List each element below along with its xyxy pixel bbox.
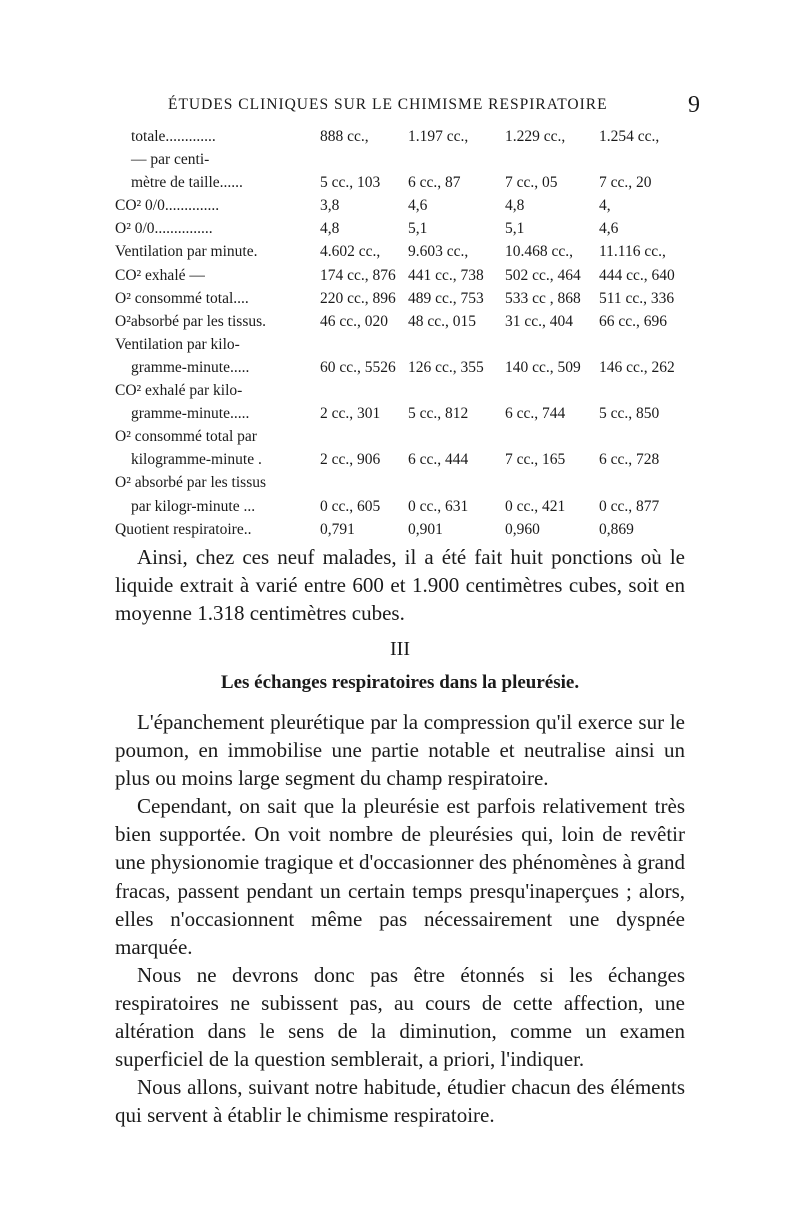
table-row <box>115 174 705 197</box>
cell-value: 5,1 <box>505 220 525 238</box>
cell-value: 46 cc., 020 <box>320 312 389 330</box>
paragraph: Nous allons, suivant notre habitude, étudier chacun des éléments qui servent à établir le chimisme respiratoire. <box>115 1075 685 1128</box>
cell-value: 2 cc., 906 <box>320 451 381 469</box>
cell-value: 9.603 cc., <box>408 243 469 261</box>
table-row <box>115 290 705 313</box>
table-row <box>115 151 705 174</box>
row-label: par kilogr-minute ... <box>131 497 256 515</box>
cell-value: 441 cc., 738 <box>408 266 484 284</box>
paragraph: Ainsi, chez ces neuf malades, il a été fait huit ponctions où le liquide extrait à varié entre 600 et 1.900 centimètres cubes, soit en moyenne 1.318 centimètres cubes. <box>115 545 685 626</box>
row-label: O² absorbé par les tissus <box>115 474 267 492</box>
cell-value: 888 cc., <box>320 128 369 145</box>
cell-value: 6 cc., 728 <box>599 451 660 469</box>
row-label: O² consommé total.... <box>115 289 249 307</box>
cell-value: 0 cc., 605 <box>320 497 381 515</box>
cell-value: 0,960 <box>505 520 540 538</box>
table-row <box>115 428 705 451</box>
row-label: CO² 0/0.............. <box>115 197 220 215</box>
cell-value: 4.602 cc., <box>320 243 381 261</box>
cell-value: 1.254 cc., <box>599 128 660 145</box>
cell-value: 489 cc., 753 <box>408 289 484 307</box>
table-row <box>115 313 705 336</box>
cell-value: 4,6 <box>599 220 619 238</box>
table-row <box>115 474 705 497</box>
cell-value: 48 cc., 015 <box>408 312 477 330</box>
row-label: Ventilation par minute. <box>115 243 258 261</box>
cell-value: 4,8 <box>505 197 525 215</box>
cell-value: 60 cc., 5526 <box>320 358 396 376</box>
table-row <box>115 128 705 151</box>
table-row <box>115 267 705 290</box>
cell-value: 1.197 cc., <box>408 128 469 145</box>
cell-value: 0 cc., 631 <box>408 497 469 515</box>
summary-paragraph <box>115 543 685 627</box>
cell-value: 4,6 <box>408 197 428 215</box>
cell-value: 4, <box>599 197 611 215</box>
row-label: O² consommé total par <box>115 428 257 446</box>
cell-value: 126 cc., 355 <box>408 358 484 376</box>
row-label: CO² exhalé par kilo- <box>115 382 243 400</box>
running-title: ÉTUDES CLINIQUES SUR LE CHIMISME RESPIRATOIRE <box>168 96 608 113</box>
table-row <box>115 359 705 382</box>
row-label: O² 0/0............... <box>115 220 213 238</box>
cell-value: 0 cc., 421 <box>505 497 566 515</box>
table-row <box>115 197 705 220</box>
page-header <box>110 92 700 122</box>
table-row <box>115 521 705 544</box>
cell-value: 7 cc., 20 <box>599 174 652 192</box>
table-row <box>115 243 705 266</box>
row-label: Ventilation par kilo- <box>115 335 240 353</box>
row-label: — par centi- <box>131 151 210 169</box>
cell-value: 220 cc., 896 <box>320 289 396 307</box>
cell-value: 6 cc., 744 <box>505 405 566 423</box>
cell-value: 5 cc., 812 <box>408 405 469 423</box>
cell-value: 66 cc., 696 <box>599 312 668 330</box>
cell-value: 511 cc., 336 <box>599 289 675 307</box>
cell-value: 6 cc., 444 <box>408 451 469 469</box>
cell-value: 3,8 <box>320 197 340 215</box>
cell-value: 5,1 <box>408 220 428 238</box>
paragraph: Cependant, on sait que la pleurésie est parfois relativement très bien supportée. On voit nombre de pleurésies qui, loin de revêtir une physionomie tragique et d'occasionner des phénomènes à grand fracas, passent pendant un certain temps presqu'inaperçues ; alors, elles n'occasionnent même pas nécessairement une dyspnée marquée. <box>115 794 685 959</box>
row-label: CO² exhalé — <box>115 266 205 284</box>
table-row <box>115 336 705 359</box>
row-label: O²absorbé par les tissus. <box>115 312 267 330</box>
row-label: kilogramme-minute . <box>131 451 262 469</box>
table-row <box>115 405 705 428</box>
section-title: Les échanges respiratoires dans la pleurésie. <box>220 672 580 693</box>
cell-value: 5 cc., 103 <box>320 174 381 192</box>
cell-value: 174 cc., 876 <box>320 266 396 284</box>
cell-value: 5 cc., 850 <box>599 405 660 423</box>
cell-value: 7 cc., 165 <box>505 451 566 469</box>
cell-value: 1.229 cc., <box>505 128 566 145</box>
cell-value: 11.116 cc., <box>599 243 666 261</box>
cell-value: 7 cc., 05 <box>505 174 558 192</box>
cell-value: 0 cc., 877 <box>599 497 660 515</box>
cell-value: 140 cc., 509 <box>505 358 581 376</box>
cell-value: 0,901 <box>408 520 443 538</box>
table-row <box>115 382 705 405</box>
page-number: 9 <box>688 92 700 118</box>
row-label: gramme-minute..... <box>131 405 250 423</box>
cell-value: 2 cc., 301 <box>320 405 381 423</box>
section-number: III <box>390 638 410 660</box>
paragraph: L'épanchement pleurétique par la compression qu'il exerce sur le poumon, en immobilise une partie notable et neutralise ainsi un plus ou moins large segment du champ respiratoire. <box>115 710 685 791</box>
paragraph: Nous ne devrons donc pas être étonnés si les échanges respiratoires ne subissent pas, au cours de cette affection, une altération dans le sens de la diminution, comme un examen superficiel de la question semblerait, a priori, l'indiquer. <box>115 962 685 1072</box>
cell-value: 502 cc., 464 <box>505 266 581 284</box>
section-body <box>115 708 685 1129</box>
row-label: gramme-minute..... <box>131 358 250 376</box>
cell-value: 6 cc., 87 <box>408 174 461 192</box>
table-row <box>115 220 705 243</box>
row-label: mètre de taille...... <box>131 174 243 192</box>
table-row <box>115 498 705 521</box>
cell-value: 444 cc., 640 <box>599 266 675 284</box>
cell-value: 0,791 <box>320 520 355 538</box>
cell-value: 31 cc., 404 <box>505 312 574 330</box>
row-label: totale............. <box>131 128 216 145</box>
statistics-table <box>115 128 705 544</box>
cell-value: 0,869 <box>599 520 634 538</box>
cell-value: 4,8 <box>320 220 340 238</box>
row-label: Quotient respiratoire.. <box>115 520 252 538</box>
cell-value: 533 cc , 868 <box>505 289 581 307</box>
table-row <box>115 451 705 474</box>
cell-value: 146 cc., 262 <box>599 358 675 376</box>
cell-value: 10.468 cc., <box>505 243 574 261</box>
